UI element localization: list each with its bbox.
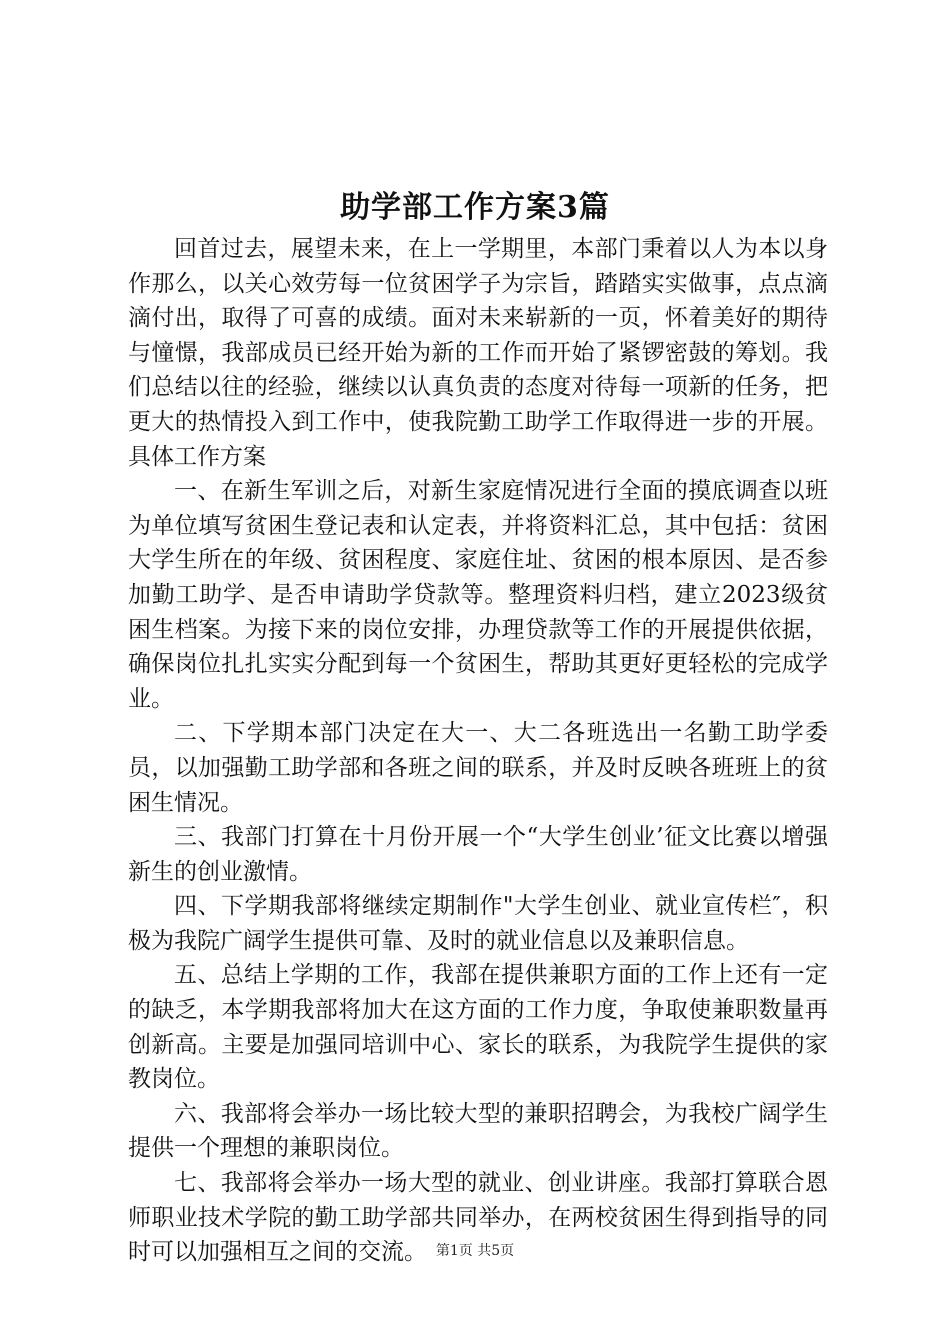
paragraph-item-3: 三、我部门打算在十月份开展一个“大学生创业’征文比赛以增强新生的创业激情。 <box>128 824 828 885</box>
document-title: 助学部工作方案3篇 <box>340 190 610 225</box>
paragraph-item-1: 一、在新生军训之后，对新生家庭情况进行全面的摸底调查以班为单位填写贫困生登记表和认定表，并将资料汇总，其中包括：贫困大学生所在的年级、贫困程度、家庭住址、贫困的根本原因、是否参加勤工助学、是否申请助学贷款等。整理资料归档，建立2023级贫困生档案。为接下来的岗位安排，办理贷款等工作的开展提供依据，确保岗位扎扎实实分配到每一个贫困生，帮助其更好更轻松的完成学业。 <box>128 478 828 712</box>
paragraph-item-6: 六、我部将会举办一场比较大型的兼职招聘会，为我校广阔学生提供一个理想的兼职岗位。 <box>128 1100 828 1162</box>
paragraph-item-5: 五、总结上学期的工作，我部在提供兼职方面的工作上还有一定的缺乏，本学期我部将加大在这方面的工作力度，争取使兼职数量再创新高。主要是加强同培训中心、家长的联系，为我院学生提供的家教岗位。 <box>128 962 828 1093</box>
document-body <box>128 232 828 1270</box>
paragraph-intro: 回首过去，展望未来，在上一学期里，本部门秉着以人为本以身作那么，以关心效劳每一位贫困学子为宗旨，踏踏实实做事，点点滴滴付出，取得了可喜的成绩。面对未来崭新的一页，怀着美好的期待与憧憬，我部成员已经开始为新的工作而开始了紧锣密鼓的筹划。我们总结以往的经验，继续以认真负责的态度对待每一项新的任务，把更大的热情投入到工作中，使我院勤工助学工作取得进一步的开展。具体工作方案 <box>128 236 828 470</box>
paragraph-item-2: 二、下学期本部门决定在大一、大二各班选出一名勤工助学委员，以加强勤工助学部和各班之间的联系，并及时反映各班班上的贫困生情况。 <box>128 720 828 816</box>
paragraph-item-7: 七、我部将会举办一场大型的就业、创业讲座。我部打算联合恩师职业技术学院的勤工助学部共同举办，在两校贫困生得到指导的同时可以加强相互之间的交流。 <box>128 1170 828 1266</box>
paragraph-item-4: 四、下学期我部将继续定期制作"大学生创业、就业宣传栏″，积极为我院广阔学生提供可靠、及时的就业信息以及兼职信息。 <box>128 893 828 954</box>
page-number-footer: 第1页 共5页 <box>435 1243 515 1259</box>
